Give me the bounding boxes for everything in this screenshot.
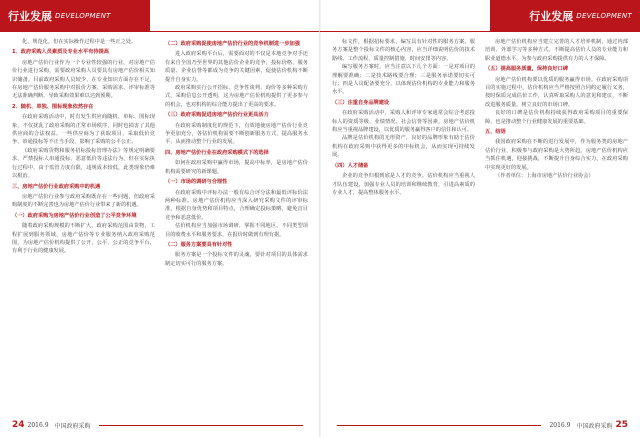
paragraph: 良好的口碑是估价机构持续获得政府采购项目的重要保障，也是推动整个行业健康发展的重要基础。 xyxy=(485,110,628,125)
section-heading: 四、房地产估价行业在政府采购模式下的选择 xyxy=(165,149,269,156)
section-heading: （一）市场的调研与合理性 xyxy=(165,179,228,186)
section-heading: （二）服务方案要具有针对性 xyxy=(165,241,233,248)
text-column-1 xyxy=(332,38,475,411)
footer-rule xyxy=(337,425,541,426)
paragraph: 在政府采购活动中，时有发生供应商随机、单标、围标现象，不仅扰乱了政府采购的正常市场秩序，同时也损害了其他供应商的合法权益。一些供应商为了获取项目，采取低价竞争、串通投标等不正当手段，影响了采购的公平公正。 xyxy=(12,114,155,146)
paragraph: 在政府采购中评标办法一般有综合评分法和最低评标价法两种标准。房地产估价机构应当深入研究采购文件的评审标准，根据自身优势和项目特点，合理确定投标策略，避免盲目竞争和恶意低价。 xyxy=(165,189,308,221)
article-columns xyxy=(12,38,308,411)
section-heading: 1．政府采购入员素质及专业水平有待提高 xyxy=(12,49,109,56)
paragraph: 如何在政府采购中赢得市场，提高中标率，是房地产估价机构需要研究的新课题。 xyxy=(165,160,308,175)
paragraph: 房地产估价行业参与政府采购既存在一些问题，但政府采购制度的不断完善也为房地产估价行业带来了新的机遇。 xyxy=(12,193,155,209)
paragraph: 编写服务方案时，应当注意以下几个方面：一是对项目的理解要准确；二是技术路线要合理；三是服务承诺要切实可行；四是人员配备要充分，以体现估价机构的专业能力和服务水平。 xyxy=(332,64,475,96)
issue-date: 2016.9 xyxy=(549,421,571,429)
paragraph: 标文件，根据招标要求，编写具有针对性的服务方案。服务方案是整个投标文件的核心内容，应当详细说明估价的技术路线、工作流程、质量控制措施、时间安排等内容。 xyxy=(332,39,475,62)
section-heading: 五、结语 xyxy=(485,129,506,136)
right-page xyxy=(320,0,640,437)
section-heading: （三）政府采购促进房地产估价行业更具活力 xyxy=(165,112,269,119)
text-column-1 xyxy=(12,38,155,411)
section-heading: 2．随机、单独、围标现象依然存在 xyxy=(12,103,94,110)
paragraph: 随着政府采购规模的不断扩大，政府采购范围由货物、工程扩展到服务领域，房地产估价等专业服务纳入政府采购范围，为房地产估价机构提供了公开、公平、公正的竞争平台，有利于行业的健康发展。 xyxy=(12,223,155,255)
paragraph: 估价机构应当加强市场调研，掌握不同地区、不同类型项目的收费水平和服务要求，在报价时做到有理有据。 xyxy=(165,223,308,238)
section-heading: （二）政府采购促使房地产估价行业的竞争机制进一步加强 xyxy=(165,41,300,47)
paragraph: （作者单位：上海市房地产估价行业协会） xyxy=(495,173,594,180)
section-header xyxy=(490,0,640,32)
header-rule xyxy=(320,31,490,32)
paragraph: 品牌是估价机构的无形资产，良好的品牌形象有助于估价机构在政府采购中获得更多的中标机会，从而实现可持续发展。 xyxy=(332,135,475,159)
page-footer xyxy=(332,419,628,431)
magazine-name: 中国政府采购 xyxy=(54,422,91,430)
paragraph: 政府采购实行公开招标、竞争性谈判、询价等多种采购方式，采购信息公开透明，这为房地产估价机构提供了更多参与的机会，也对机构的综合能力提出了更高的要求。 xyxy=(165,85,308,108)
section-heading: （三）注重自身品牌建设 xyxy=(332,99,390,106)
paragraph: 房地产估价行业作为一个专业性较强的行业，对房地产估价行业进行采购，需要政府采购人员要具有房地产估价相关知识储备。目前政府采购人员较少，在专业知识方面存在不足，在房地产估价服务采购中对报价方案、采购需求、评审标准等无法准确判断，导致采购效果难以达到预期。 xyxy=(12,59,155,100)
paragraph: 化、规范化，但在实际操作过程中是一些正之处。 xyxy=(22,39,137,45)
paragraph: 在政府采购制度化的规范下，有效地使房地产估价行业竞争更加充分，各估价机构需要不断创新服务方式，提高服务水平，从而推动整个行业的发展。 xyxy=(165,122,308,146)
page-footer xyxy=(12,419,308,431)
section-header xyxy=(0,0,150,32)
paragraph: 我国政府采购在不断的进行发展中，作为服务类的房地产估价行业，积极参与政府采购是大势所趋。房地产估价机构应当抓住机遇，迎接挑战，不断提升自身综合实力，在政府采购中实现更好的发展。 xyxy=(485,139,628,171)
text-column-2 xyxy=(165,38,308,411)
section-heading: 三、房地产估价行业政府采购中的机遇 xyxy=(12,183,101,190)
header-rule xyxy=(150,31,320,32)
section-title: 行业发展 xyxy=(529,10,574,23)
section-heading: （一）政府采购为房地产估价行业创造了公平竞争环境 xyxy=(12,212,137,219)
paragraph: 进入政府采购平台后，需要面对的不仅是本地竞争对手还有来自全国乃至世界的其他估价企业的竞争，投标价格、服务质量、企业信誉等都成为竞争的关键因素，促使估价机构不断提升自身实力。 xyxy=(165,51,308,83)
section-heading: （四）人才储备 xyxy=(332,162,369,169)
paragraph: 《政府采购货物和服务招标投标管理办法》等规定明确要求，严禁投标人串通投标、恶意低价等违法行为，但在实际执行过程中，由于监管力度有限，违规成本较低，此类现象仍难以根治。 xyxy=(12,147,155,180)
footer-rule xyxy=(99,425,303,426)
issue-date: 2016.9 xyxy=(27,421,49,429)
section-heading: （五）提高服务质量，保持良好口碑 xyxy=(485,66,569,73)
paragraph: 企业的竞争归根到底是人才的竞争。估价机构应当重视人才队伍建设，加强专业人员的培训和继续教育，引进高素质的专业人才，提高整体服务水平。 xyxy=(332,173,475,196)
paragraph: 在政府采购活动中，采购人和评审专家通常会综合考虑投标人的资质等级、业绩情况、社会信誉等因素。房地产估价机构应当重视品牌建设，以优质的服务赢得客户的信任和认可。 xyxy=(332,110,475,134)
page-number: 25 xyxy=(615,420,628,430)
paragraph: 服务方案是一个投标文件的灵魂，要针对项目的具体需求制定切实可行的服务方案。 xyxy=(165,252,308,267)
magazine-name: 中国政府采购 xyxy=(576,422,613,430)
paragraph: 房地产估价机构应当建立完善的人才培养机制，通过内部培训、外部学习等多种方式，不断提高估价人员的专业能力和职业道德水平，为参与政府采购提供有力的人才保障。 xyxy=(485,39,628,62)
section-title: 行业发展 xyxy=(8,10,52,23)
article-columns xyxy=(332,38,628,411)
section-title-en: DEVELOPMENT xyxy=(55,12,111,20)
section-title-en: DEVELOPMENT xyxy=(576,12,632,20)
paragraph: 房地产估价机构要以优质的服务赢得市场。在政府采购项目的实施过程中，估价机构应当严格按照合同约定履行义务，按时保质完成估价工作，认真听取采购人的意见和建议，不断改进服务质量，树立良好的市场口碑。 xyxy=(485,76,628,108)
text-column-2 xyxy=(485,38,628,411)
page-number: 24 xyxy=(12,420,25,430)
